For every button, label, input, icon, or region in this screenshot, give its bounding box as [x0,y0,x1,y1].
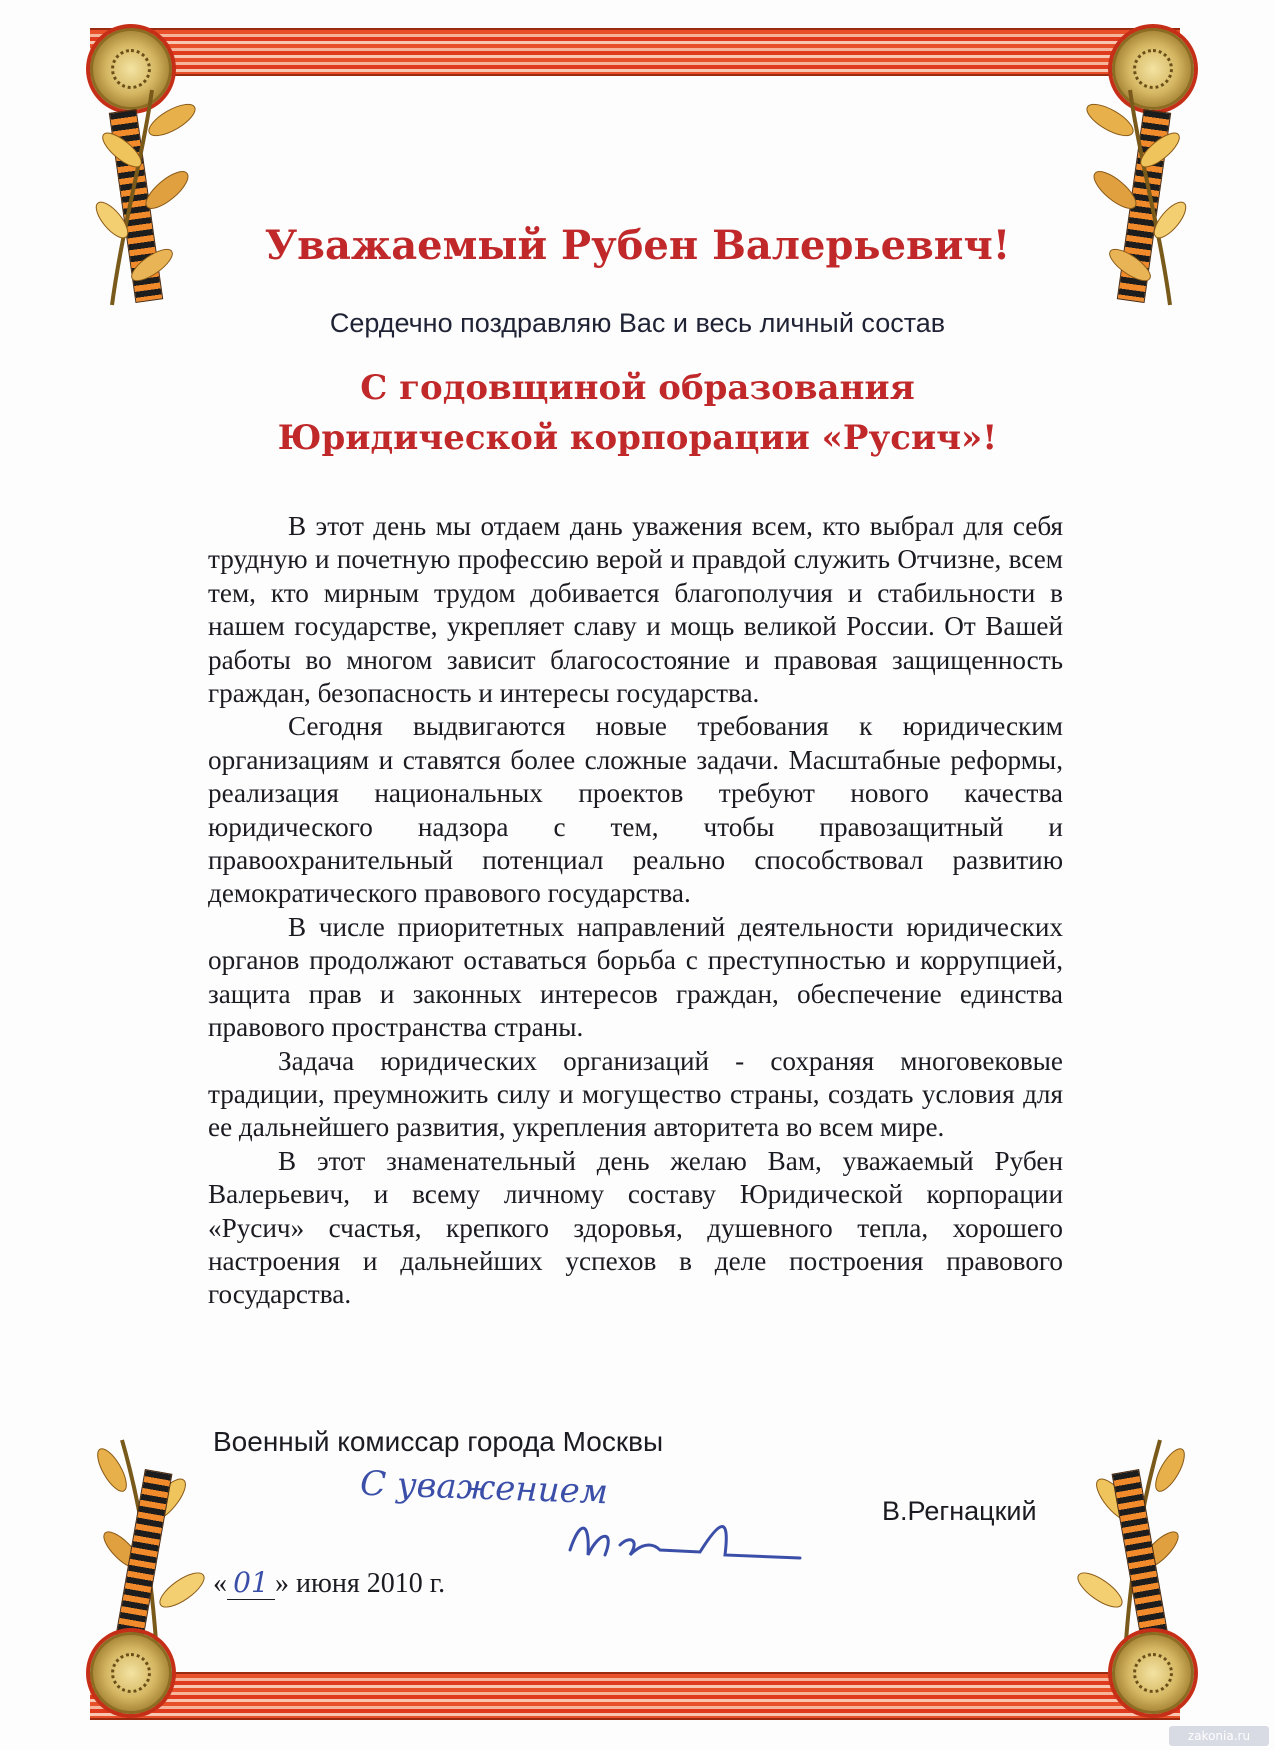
body-paragraph: Сегодня выдвигаются новые требования к юридическим организациям и ставятся более сложные задачи. Масштабные реформы, реализация национальных проектов требуют нового качества юридического надзора с тем, чтобы правозащитный и правоохранительный потенциал реально способствовал развитию демократического правового государства. [208,711,1063,909]
handwritten-signature [560,1500,810,1580]
letter-body [208,510,1063,1312]
laurel-branch-icon [1050,80,1200,310]
bottom-ribbon-border [90,1672,1180,1720]
signer-name: В.Регнацкий [882,1496,1037,1526]
occasion-headline-line-2: Юридической корпорации «Русич»! [277,418,998,458]
top-ribbon-border [90,28,1180,76]
laurel-branch-icon [82,80,232,310]
medallion-icon [1112,1632,1194,1714]
occasion-headline-line-1: С годовщиной образования [360,368,915,408]
body-paragraph: Задача юридических организаций - сохраняя многовековые традиции, преумножить силу и могущество страны, создать условия для ее дальнейшего развития, укрепления авторитета во всем мире. [208,1045,1063,1143]
letter-date [213,1566,445,1600]
corner-ornament-bottom-right [1050,1430,1200,1720]
handwritten-regards-note: С уважением [359,1463,609,1513]
body-paragraph: В этот день мы отдаем дань уважения всем, кто выбрал для себя трудную и почетную профессию верой и правдой служить Отчизне, всем тем, кто мирным трудом добивается благополучия и стабильности в нашем государстве, укрепляет славу и мощь великой России. От Вашей работы во многом зависит благосостояние и правовая защищенность граждан, безопасность и интересы государства. [208,511,1063,709]
body-paragraph: В этот знаменательный день желаю Вам, уважаемый Рубен Валерьевич, и всему личному составу Юридической корпорации «Русич» счастья, крепкого здоровья, душевного тепла, хорошего настроения и дальнейших успехов в деле построения правового государства. [208,1145,1063,1310]
site-watermark: zakonia.ru [1169,1726,1269,1746]
date-open-quote: « [213,1568,227,1599]
medallion-icon [90,1632,172,1714]
date-month-year: » июня 2010 г. [275,1568,446,1599]
greeting-subtitle: Сердечно поздравляю Вас и весь личный состав [329,308,946,338]
body-paragraph: В числе приоритетных направлений деятельности юридических органов продолжают оставаться борьба с преступностью и коррупцией, защита прав и законных интересов граждан, обеспечение единства правового пространства страны. [208,911,1063,1043]
signer-position-title: Военный комиссар города Москвы [213,1426,664,1457]
date-day-handwritten: 01 [227,1566,275,1600]
salutation-title: Уважаемый Рубен Валерьевич! [264,222,1011,269]
corner-ornament-bottom-left [82,1430,232,1720]
